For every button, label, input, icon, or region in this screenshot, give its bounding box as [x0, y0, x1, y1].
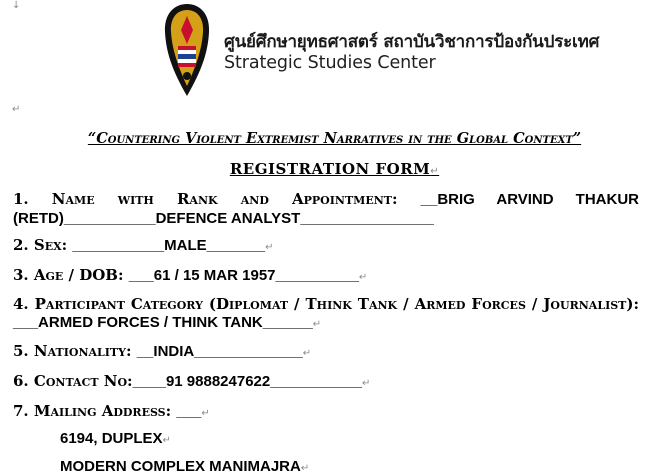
field-label: 4. Participant Category (Diplomat / Think Tank / Armed Forces / Journalist):: [13, 295, 639, 313]
field-label: 5. Nationality:: [13, 342, 137, 360]
paragraph-return-mark: ↵: [12, 104, 21, 115]
field-nationality[interactable]: 5. Nationality: __INDIA_____________↵: [13, 342, 312, 360]
institution-english-name: Strategic Studies Center: [224, 53, 436, 73]
field-value[interactable]: ____91 9888247622___________: [132, 373, 362, 390]
field-value[interactable]: ___________MALE_______: [72, 237, 266, 254]
field-value[interactable]: ___ARMED FORCES / THINK TANK______: [13, 314, 313, 331]
field-value[interactable]: ___: [176, 403, 202, 420]
institution-emblem-logo: [162, 2, 212, 98]
field-value[interactable]: ___61 / 15 MAR 1957__________: [128, 267, 359, 284]
field-label: 1. Name with Rank and Appointment:: [13, 190, 421, 208]
field-participant-category[interactable]: 4. Participant Category (Diplomat / Think Tank / Armed Forces / Journalist): ___ARMED FORCES / THINK TANK______↵: [13, 295, 639, 331]
field-name-rank-appointment[interactable]: [13, 190, 639, 228]
address-line-1[interactable]: 6194, DUPLEX↵: [60, 430, 171, 447]
registration-form-heading: REGISTRATION FORM↵: [229, 160, 440, 178]
field-age-dob[interactable]: 3. Age / DOB: ___61 / 15 MAR 1957__________↵: [13, 266, 368, 284]
field-label: 2. Sex:: [13, 236, 73, 254]
field-mailing-address[interactable]: 7. Mailing Address: ___↵: [13, 402, 210, 420]
field-value[interactable]: __INDIA_____________: [136, 343, 303, 360]
field-label: 3. Age / DOB:: [13, 266, 129, 284]
address-line-2[interactable]: MODERN COMPLEX MANIMAJRA↵: [60, 458, 310, 475]
field-label: 7. Mailing Address:: [13, 402, 177, 420]
field-label: 6. Contact No:: [13, 372, 133, 390]
institution-thai-name: ศูนย์ศึกษายุทธศาสตร์ สถาบันวิชาการป้องกันประเทศ: [224, 32, 600, 52]
field-sex[interactable]: 2. Sex: ___________MALE_______↵: [13, 236, 274, 254]
seminar-title: “Countering Violent Extremist Narratives in the Global Context”: [87, 130, 582, 147]
field-contact-number[interactable]: 6. Contact No:____91 9888247622___________↵: [13, 372, 371, 390]
field-value[interactable]: __BRIG ARVIND THAKUR (RETD)___________DEFENCE ANALYST________________: [13, 191, 639, 227]
paragraph-arrow-mark: ↓: [12, 0, 21, 11]
